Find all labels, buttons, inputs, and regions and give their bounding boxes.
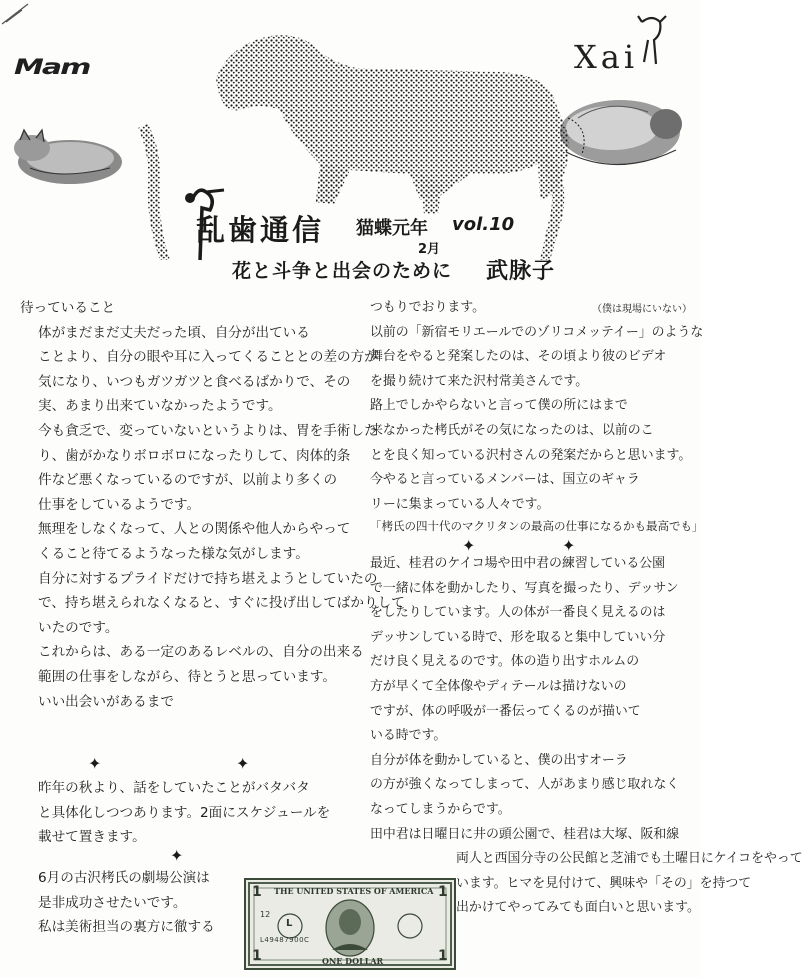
bill-serial-number: L49487900C <box>260 936 310 944</box>
bill-federal-number: 12 <box>260 910 271 919</box>
newsletter-title: 乱歯通信 <box>196 213 325 247</box>
text-line: 自分が体を動かしていると、僕の出すオーラ <box>370 752 628 768</box>
text-line: 来なかった栲氏がその気になったのは、以前のこ <box>370 422 654 438</box>
text-line: いたのです。 <box>38 619 119 636</box>
text-line: をしたりしています。人の体が一番良く見えるのは <box>370 605 666 621</box>
text-line: とを良く知っている沢村さんの発案だからと思います。 <box>370 447 692 463</box>
text-line: つもりでおります。 <box>370 300 485 315</box>
text-line: 今も貪乏で、変っていないというよりは、胃を手術した <box>38 422 378 439</box>
text-line: で、持ち堪えられなくなると、すぐに投げ出してばかりして <box>38 595 405 612</box>
star-divider: ✦ <box>562 536 576 555</box>
left-column-text <box>20 296 405 714</box>
bill-denomination-bl: 1 <box>252 948 262 964</box>
text-line: だけ良く見えるのです。体の造り出すホルムの <box>370 654 640 670</box>
bill-denomination-br: 1 <box>438 948 448 964</box>
text-line: で一緒に体を動かしたり、写真を撮ったり、デッサン <box>370 580 679 596</box>
star-divider: ✦ <box>170 846 184 865</box>
issue-era: 猫蝶元年 <box>356 218 428 239</box>
issue-month: 2月 <box>418 242 441 257</box>
text-line: ことより、自分の眼や耳に入ってくることとの差の方が <box>38 349 378 366</box>
text-line: り、歯がかなりボロボロになったりして、肉体的条 <box>38 447 351 464</box>
text-line: 是非成功させたいです。 <box>38 894 187 911</box>
text-line: 今やると言っているメンバーは、国立のギャラ <box>370 472 640 488</box>
text-line: を撮り続けて来た沢村常美さんです。 <box>370 373 589 389</box>
text-line: 両人と西国分寺の公民館と芝浦でも土曜日にケイコをやって <box>456 851 803 867</box>
text-line: これからは、ある一定のあるレベルの、自分の出来る <box>38 644 364 661</box>
text-line: 範囲の仕事をしながら、待とうと思っています。 <box>38 668 336 685</box>
star-divider: ✦ <box>88 754 102 773</box>
text-line: いる時です。 <box>370 728 447 744</box>
text-line: 以前の「新宿モリエールでのゾリコメッテイー」のような <box>370 324 704 340</box>
text-line: 実、あまり出来ていなかったようです。 <box>38 398 282 415</box>
text-line: います。ヒマを見付けて、興味や「その」を持つて <box>456 875 752 891</box>
issue-number: vol.10 <box>452 214 515 235</box>
text-line: 体がまだまだ丈夫だった頃、自分が出ている <box>38 324 310 341</box>
left-column-lower-text <box>20 776 330 850</box>
text-line: と具体化しつつあります。2面にスケジュールを <box>38 804 331 821</box>
text-line: いい出会いがあるまで <box>38 693 174 710</box>
corner-curl-mark <box>0 0 40 30</box>
left-column-lower-text-2 <box>20 866 215 940</box>
bill-seal-letter: L <box>286 918 293 929</box>
text-line: 私は美術担当の裏方に徹する <box>38 919 215 936</box>
star-divider: ✦ <box>462 536 476 555</box>
text-line: 待っていること <box>20 300 116 316</box>
text-line: 方が早くて全体像やディテールは描けないの <box>370 678 627 694</box>
bill-bottom-text: ONE DOLLAR <box>322 956 384 966</box>
text-line: の方が強くなってしまって、人があまり感じ取れなく <box>370 777 680 793</box>
text-line: 件など悪くなっているのですが、以前より多くの <box>38 472 338 489</box>
right-column-text <box>370 296 703 517</box>
newsletter-subtitle: 花と斗争と出会のために <box>232 260 453 282</box>
right-column-lower-text <box>370 552 803 921</box>
author-name: 武脉子 <box>486 259 556 284</box>
bill-denomination-tr: 1 <box>438 884 448 900</box>
quote-note: 「栲氏の四十代のマクリタンの最高の仕事になるかも最高でも」 <box>370 519 704 533</box>
text-line: デッサンしている時で、形を取ると集中していい分 <box>370 629 666 645</box>
text-line: 6月の古沢栲氏の劇場公演は <box>38 870 210 886</box>
small-animal-doodle <box>632 12 672 72</box>
text-line: 最近、桂君のケイコ場や田中君の練習している公園 <box>370 556 666 571</box>
text-line: 昨年の秋より、話をしていたことがバタバタ <box>38 780 310 796</box>
text-line: 路上でしかやらないと言って僕の所にはまで <box>370 398 628 414</box>
text-line: 載せて置きます。 <box>38 829 146 846</box>
logo-left: Mam <box>14 55 90 80</box>
text-line: 無理をしなくなって、人との関係や他人からやって <box>38 521 351 538</box>
text-line: 仕事をしているようです。 <box>38 496 201 513</box>
text-line: ですが、体の呼吸が一番伝ってくるのが描いて <box>370 703 641 719</box>
text-line: 舞台をやると発案したのは、その頃より彼のビデオ <box>370 349 667 365</box>
text-line: なってしまうからです。 <box>370 801 511 817</box>
dollar-bill-image <box>244 878 456 970</box>
text-line: 自分に対するプライドだけで持ち堪えようとしていたの <box>38 570 378 587</box>
text-line: 田中君は日曜日に井の頭公園で、桂君は大塚、阪和線 <box>370 826 680 842</box>
logo-right: Xai <box>574 38 639 76</box>
text-line: リーに集まっている人々です。 <box>370 496 550 512</box>
bill-country-text: THE UNITED STATES OF AMERICA <box>274 886 434 896</box>
text-line: 気になり、いつもガツガツと食べるばかりで、その <box>38 373 351 390</box>
side-note: （僕は現場にいない） <box>592 304 692 315</box>
sleeping-cat-illustration <box>10 118 128 190</box>
text-line: 出かけてやってみても面白いと思います。 <box>456 900 700 916</box>
star-divider: ✦ <box>236 754 250 773</box>
bill-denomination-tl: 1 <box>252 884 262 900</box>
text-line: くること待てるようなった様な気がします。 <box>38 545 309 562</box>
